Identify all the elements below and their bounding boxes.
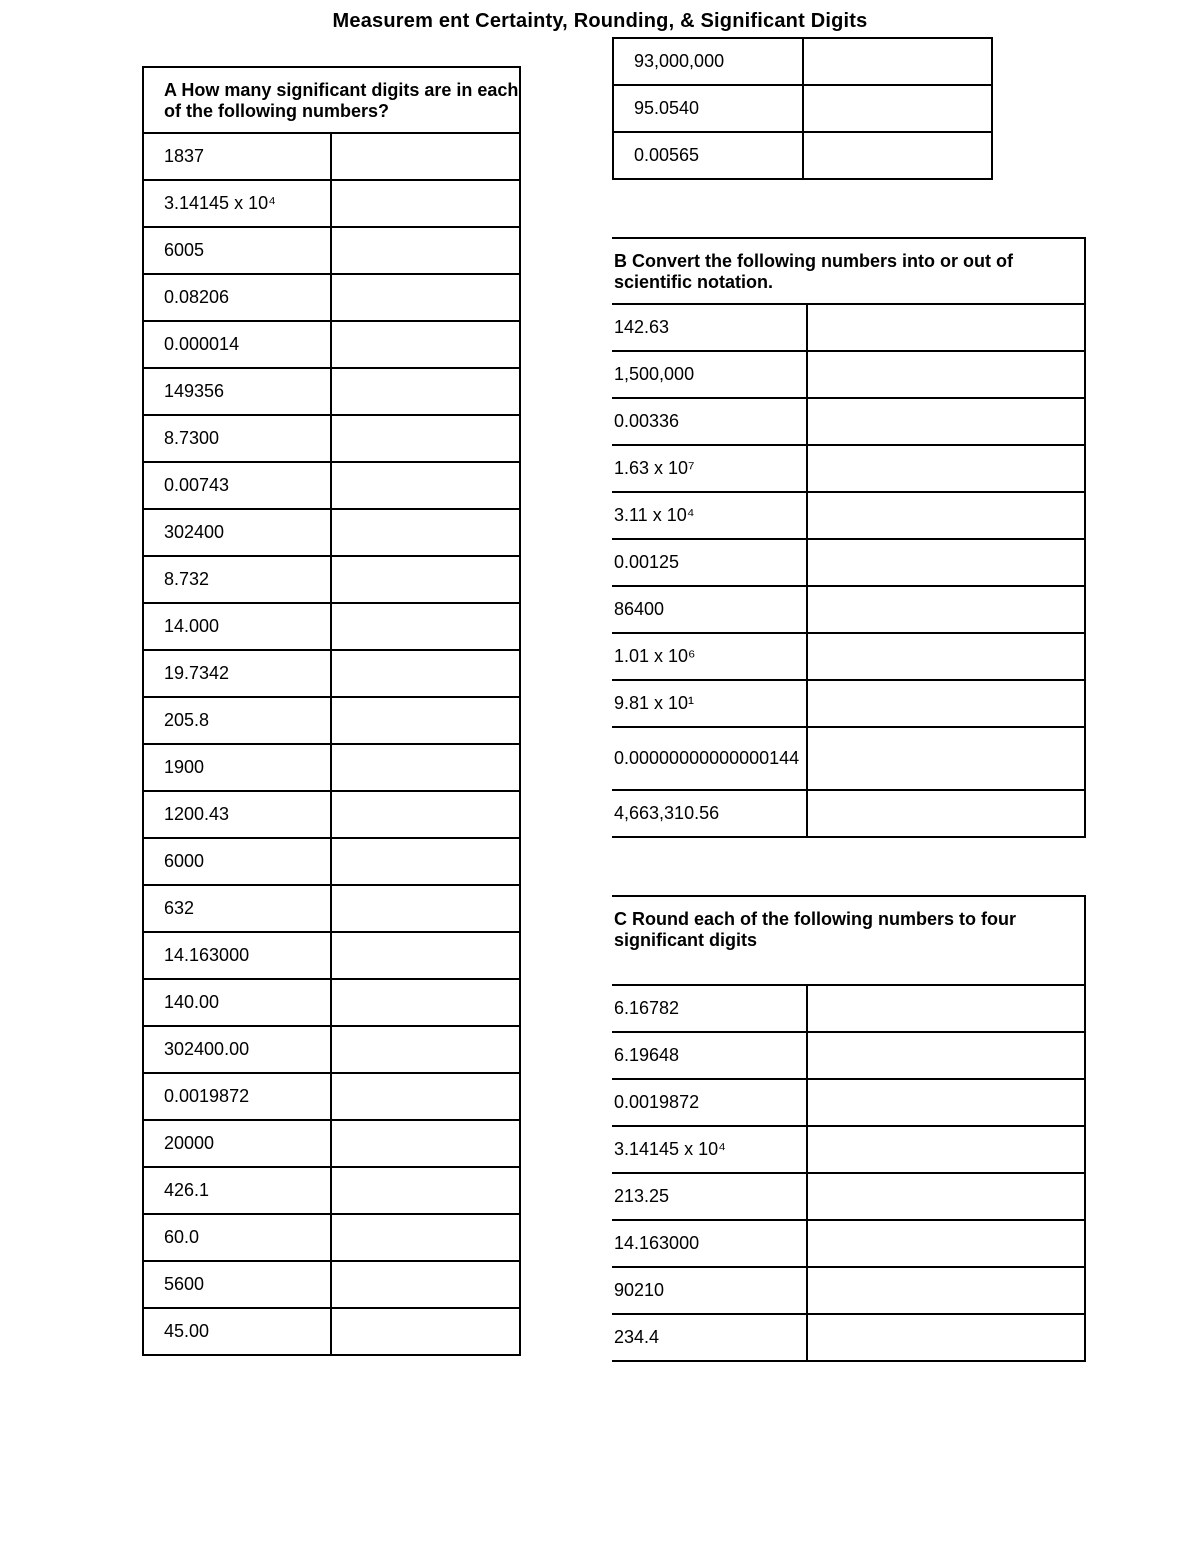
section-a-question-cell: 302400.00 [143, 1026, 331, 1073]
section-a-row [143, 603, 520, 650]
section-a-answer-cell[interactable] [331, 321, 520, 368]
section-a-row [143, 462, 520, 509]
section-c-row [612, 1314, 1085, 1361]
section-a-answer-cell[interactable] [331, 1073, 520, 1120]
section-b-answer-cell[interactable] [807, 680, 1085, 727]
section-a-question-cell: 8.7300 [143, 415, 331, 462]
section-a-question-cell: 0.000014 [143, 321, 331, 368]
section-c-answer-cell[interactable] [807, 1032, 1085, 1079]
section-c-row [612, 1173, 1085, 1220]
section-a-question-cell: 0.00743 [143, 462, 331, 509]
section-c-question-cell: 213.25 [612, 1173, 807, 1220]
section-a-continued-answer-cell[interactable] [803, 85, 992, 132]
section-b-row [612, 586, 1085, 633]
section-a-row [143, 650, 520, 697]
page-title: Measurem ent Certainty, Rounding, & Significant Digits [332, 10, 868, 32]
section-b-heading: B Convert the following numbers into or out of scientific notation. [612, 238, 1085, 304]
section-c-row [612, 1267, 1085, 1314]
section-a-row [143, 556, 520, 603]
section-c-answer-cell[interactable] [807, 1220, 1085, 1267]
section-a-row [143, 1026, 520, 1073]
section-a-row [143, 979, 520, 1026]
section-b-row [612, 304, 1085, 351]
section-b-row [612, 633, 1085, 680]
section-a-question-cell: 5600 [143, 1261, 331, 1308]
section-c-question-cell: 234.4 [612, 1314, 807, 1361]
section-a-question-cell: 149356 [143, 368, 331, 415]
section-c-answer-cell[interactable] [807, 1314, 1085, 1361]
section-a-question-cell: 3.14145 x 10⁴ [143, 180, 331, 227]
section-b-answer-cell[interactable] [807, 727, 1085, 790]
section-a-question-cell: 45.00 [143, 1308, 331, 1355]
section-a-row [143, 1167, 520, 1214]
section-a-answer-cell[interactable] [331, 1120, 520, 1167]
section-b-question-cell: 1.63 x 10⁷ [612, 445, 807, 492]
section-a-row [143, 180, 520, 227]
section-b-question-cell: 3.11 x 10⁴ [612, 492, 807, 539]
section-a-answer-cell[interactable] [331, 650, 520, 697]
section-a-answer-cell[interactable] [331, 1214, 520, 1261]
section-a-answer-cell[interactable] [331, 1026, 520, 1073]
section-c-answer-cell[interactable] [807, 1173, 1085, 1220]
section-a-question-cell: 6005 [143, 227, 331, 274]
section-c-question-cell: 6.19648 [612, 1032, 807, 1079]
section-a-answer-cell[interactable] [331, 932, 520, 979]
section-b-question-cell: 86400 [612, 586, 807, 633]
section-a-answer-cell[interactable] [331, 368, 520, 415]
section-a-continued-answer-cell[interactable] [803, 38, 992, 85]
section-a-continued-row [613, 132, 992, 179]
section-b-row [612, 351, 1085, 398]
section-b-question-cell: 1.01 x 10⁶ [612, 633, 807, 680]
section-b-row [612, 727, 1085, 790]
section-a-heading: A How many significant digits are in each of the following numbers? [143, 67, 520, 133]
section-a-row [143, 1120, 520, 1167]
section-a-continued-question-cell: 0.00565 [613, 132, 803, 179]
section-a-answer-cell[interactable] [331, 227, 520, 274]
section-a-continued-row [613, 38, 992, 85]
section-b-answer-cell[interactable] [807, 790, 1085, 837]
section-a-question-cell: 60.0 [143, 1214, 331, 1261]
section-a-row [143, 932, 520, 979]
section-c-question-cell: 0.0019872 [612, 1079, 807, 1126]
section-a-continued-row [613, 85, 992, 132]
section-a-row [143, 697, 520, 744]
section-a-row [143, 885, 520, 932]
section-a-answer-cell[interactable] [331, 462, 520, 509]
section-a-answer-cell[interactable] [331, 979, 520, 1026]
section-a-question-cell: 1900 [143, 744, 331, 791]
section-b-answer-cell[interactable] [807, 586, 1085, 633]
section-a-answer-cell[interactable] [331, 556, 520, 603]
section-b-question-cell: 0.00125 [612, 539, 807, 586]
section-b-answer-cell[interactable] [807, 492, 1085, 539]
section-a-answer-cell[interactable] [331, 1308, 520, 1355]
section-a-question-cell: 6000 [143, 838, 331, 885]
section-a-row [143, 274, 520, 321]
section-a-question-cell: 426.1 [143, 1167, 331, 1214]
section-a-answer-cell[interactable] [331, 744, 520, 791]
section-a-answer-cell[interactable] [331, 603, 520, 650]
section-a-question-cell: 0.08206 [143, 274, 331, 321]
section-c-question-cell: 14.163000 [612, 1220, 807, 1267]
section-a-table [142, 66, 521, 1356]
section-c-row [612, 985, 1085, 1032]
section-a-row [143, 1308, 520, 1355]
section-c-row [612, 1079, 1085, 1126]
section-a-row [143, 321, 520, 368]
section-a-answer-cell[interactable] [331, 1261, 520, 1308]
section-a-answer-cell[interactable] [331, 133, 520, 180]
section-a-row [143, 227, 520, 274]
section-a-continued-answer-cell[interactable] [803, 132, 992, 179]
section-b-table [612, 237, 1086, 838]
section-a-continued-question-cell: 95.0540 [613, 85, 803, 132]
section-c-answer-cell[interactable] [807, 1267, 1085, 1314]
section-a-question-cell: 302400 [143, 509, 331, 556]
section-b-row [612, 680, 1085, 727]
section-b-question-cell: 1,500,000 [612, 351, 807, 398]
section-b-answer-cell[interactable] [807, 351, 1085, 398]
section-a-question-cell: 632 [143, 885, 331, 932]
section-a-question-cell: 140.00 [143, 979, 331, 1026]
section-a-row [143, 509, 520, 556]
section-a-answer-cell[interactable] [331, 885, 520, 932]
section-b-answer-cell[interactable] [807, 633, 1085, 680]
section-a-question-cell: 0.0019872 [143, 1073, 331, 1120]
section-b-answer-cell[interactable] [807, 398, 1085, 445]
section-c-question-cell: 90210 [612, 1267, 807, 1314]
section-b-answer-cell[interactable] [807, 539, 1085, 586]
section-a-answer-cell[interactable] [331, 509, 520, 556]
section-a-continued-question-cell: 93,000,000 [613, 38, 803, 85]
section-a-question-cell: 1200.43 [143, 791, 331, 838]
section-c-answer-cell[interactable] [807, 1079, 1085, 1126]
section-c-answer-cell[interactable] [807, 985, 1085, 1032]
section-b-question-cell: 142.63 [612, 304, 807, 351]
section-c-row [612, 1220, 1085, 1267]
section-a-answer-cell[interactable] [331, 274, 520, 321]
section-b-row [612, 492, 1085, 539]
section-c-row [612, 1126, 1085, 1173]
section-b-row [612, 790, 1085, 837]
section-b-question-cell: 0.00336 [612, 398, 807, 445]
section-c-table [612, 895, 1086, 1362]
section-a-question-cell: 8.732 [143, 556, 331, 603]
section-a-question-cell: 14.163000 [143, 932, 331, 979]
section-b-question-cell: 0.00000000000000144 [612, 727, 807, 790]
section-a-row [143, 1261, 520, 1308]
section-a-question-cell: 205.8 [143, 697, 331, 744]
section-a-row [143, 133, 520, 180]
section-b-row [612, 398, 1085, 445]
section-a-question-cell: 20000 [143, 1120, 331, 1167]
section-a-row [143, 791, 520, 838]
section-a-row [143, 1214, 520, 1261]
section-a-answer-cell[interactable] [331, 791, 520, 838]
section-a-continued-table [612, 37, 993, 180]
section-b-answer-cell[interactable] [807, 304, 1085, 351]
section-a-answer-cell[interactable] [331, 838, 520, 885]
section-b-question-cell: 9.81 x 10¹ [612, 680, 807, 727]
section-a-answer-cell[interactable] [331, 1167, 520, 1214]
section-a-question-cell: 14.000 [143, 603, 331, 650]
section-a-question-cell: 19.7342 [143, 650, 331, 697]
section-a-question-cell: 1837 [143, 133, 331, 180]
section-a-row [143, 838, 520, 885]
section-b-answer-cell[interactable] [807, 445, 1085, 492]
section-a-row [143, 744, 520, 791]
section-c-answer-cell[interactable] [807, 1126, 1085, 1173]
section-a-row [143, 1073, 520, 1120]
section-b-row [612, 445, 1085, 492]
section-c-question-cell: 3.14145 x 10⁴ [612, 1126, 807, 1173]
section-a-answer-cell[interactable] [331, 697, 520, 744]
section-b-row [612, 539, 1085, 586]
section-a-row [143, 368, 520, 415]
section-a-row [143, 415, 520, 462]
section-c-question-cell: 6.16782 [612, 985, 807, 1032]
section-a-answer-cell[interactable] [331, 180, 520, 227]
section-b-question-cell: 4,663,310.56 [612, 790, 807, 837]
section-c-heading: C Round each of the following numbers to four significant digits [612, 896, 1085, 985]
section-c-row [612, 1032, 1085, 1079]
section-a-answer-cell[interactable] [331, 415, 520, 462]
